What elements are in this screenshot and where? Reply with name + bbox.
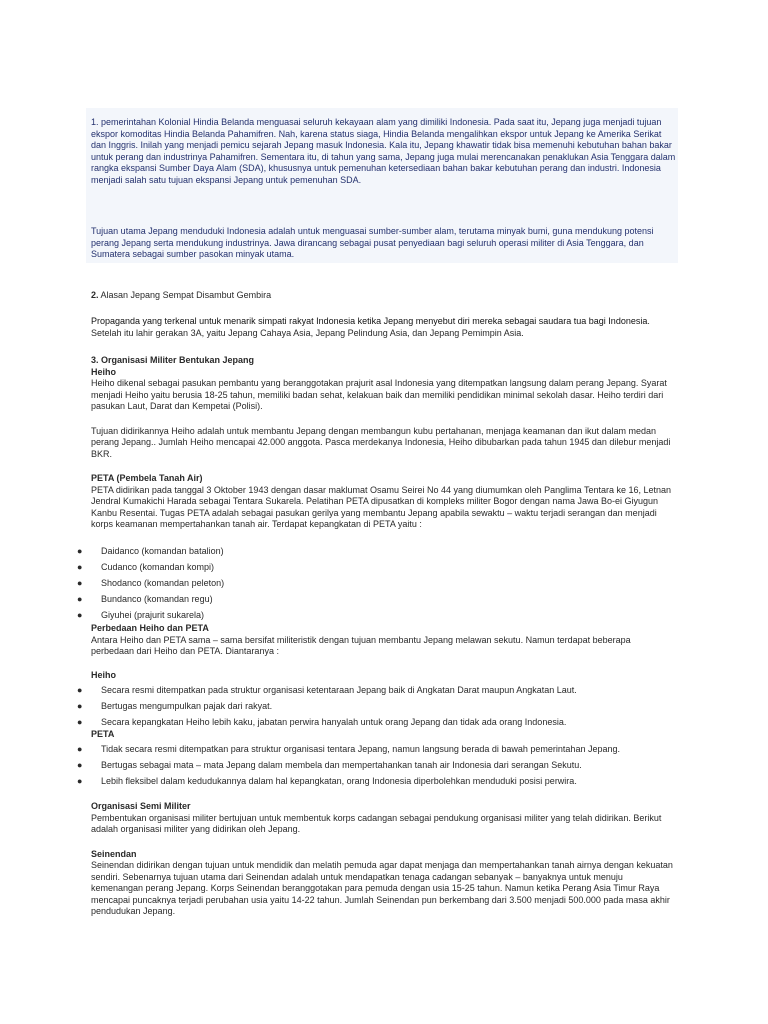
list-item (77, 546, 677, 558)
heiho-paragraph-2: Tujuan didirikannya Heiho adalah untuk membantu Jepang dengan membangun kubu pertahanan, menjaga keamanan dan ikut dalam medan perang Jepang.. Jumlah Heiho mencapai 42.000 anggota. Pasca merdekanya Indonesia, Heiho dibubarkan pada tahun 1945 dan dilebur menjadi BKR. (91, 425, 671, 459)
intro-paragraph-2: Tujuan utama Jepang menduduki Indonesia adalah untuk menguasai sumber-sumber alam, terutama minyak bumi, guna mendukung potensi perang Jepang serta mendukung industrinya. Jawa dirancang sebagai pusat penyediaan bagi seluruh operasi militer di Asia Tenggara, dan Sumatera sebagai sumber pasokan minyak utama. (91, 226, 654, 259)
heiho-heading: Heiho (91, 366, 117, 377)
point-text: Tidak secara resmi ditempatkan para struktur organisasi tentara Jepang, namun langsung berada di bawah pemerintahan Jepang. (101, 744, 620, 754)
difference-heading: Perbedaan Heiho dan PETA (91, 623, 209, 633)
list-item (77, 685, 677, 697)
peta-paragraph: PETA didirikan pada tanggal 3 Oktober 1943 dengan dasar maklumat Osamu Seirei No 44 yang diumumkan oleh Panglima Tentara ke 16, Letnan Jendral Kumakichi Harada sebagai Tentara Sukarela. Pelatihan PETA dipusatkan di kompleks militer Bogor dengan nama Jawa Bo-ei Giyugun Kanbu Resentai. Tugas PETA adalah sebagai pasukan gerilya yang membantu Jepang apabila sewaktu – waktu terjadi serangan dan menjadi korps keamanan mempertahankan tanah air. Terdapat kepangkatan di PETA yaitu : (91, 484, 672, 529)
rank-label: Shodanco (komandan peleton) (101, 578, 225, 588)
propaganda-text: Propaganda yang terkenal untuk menarik simpati rakyat Indonesia ketika Jepang menyebut diri mereka sebagai saudara tua bagi Indonesia (91, 316, 648, 326)
section-3-block (91, 355, 676, 531)
difference-block (91, 623, 676, 658)
bullet-icon: ● (77, 760, 83, 770)
list-item (77, 701, 677, 713)
section-2-number: 2. (91, 290, 99, 300)
list-item (77, 594, 677, 606)
list-item (77, 562, 677, 574)
bullet-icon: ● (77, 578, 83, 588)
peta-ranks-list (77, 546, 677, 622)
point-text: Secara resmi ditempatkan pada struktur organisasi ketentaraan Jepang baik di Angkatan Darat maupun Angkatan Laut. (101, 685, 577, 695)
heiho-paragraph-1: Heiho dikenal sebagai pasukan pembantu yang beranggotakan prajurit asal Indonesia yang ditempatkan langsung dalam perang Jepang. Syarat menjadi Heiho yaitu berusia 18-25 tahun, memiliki badan sehat, kelakuan baik dan memiliki pendidikan minimal sekolah dasar. Heiho terdiri dari pasukan Laut, Darat dan Kempetai (Polisi). (91, 378, 667, 411)
list-item (77, 717, 677, 729)
semi-military-paragraph: Pembentukan organisasi militer bertujuan untuk membentuk korps cadangan sebagai pendukung organisasi militer yang telah didirikan. Berikut adalah organisasi militer yang didirikan oleh Jepang. (91, 812, 662, 834)
rank-label: Cudanco (komandan kompi) (101, 562, 215, 572)
rank-label: Bundanco (komandan regu) (101, 594, 213, 604)
list-item (77, 760, 701, 772)
rank-label: Daidanco (komandan batalion) (101, 546, 224, 556)
point-text: Bertugas mengumpulkan pajak dari rakyat. (101, 701, 273, 711)
rank-label: Giyuhei (prajurit sukarela) (101, 610, 205, 620)
list-item (77, 744, 637, 756)
list-item (77, 578, 677, 590)
section-2-rest: . Setelah itu lahir gerakan 3A, yaitu Jepang Cahaya Asia, Jepang Pelindung Asia, dan Jepang Pemimpin Asia. (91, 316, 650, 338)
intro-paragraph-1: 1. pemerintahan Kolonial Hindia Belanda menguasai seluruh kekayaan alam yang dimiliki Indonesia. Pada saat itu, Jepang juga menjadi tujuan ekspor komoditas Hindia Belanda Pahamifren. Nah, karena status siaga, Hindia Belanda mengalihkan ekspor untuk Jepang ke Amerika Serikat dan Inggris. Inilah yang menjadi pemicu sejarah Jepang masuk Indonesia. Kala itu, Jepang khawatir tidak bisa memenuhi kebutuhan bahan bakar untuk perang dan industrinya Pahamifren. Sementara itu, di tahun yang sama, Jepang juga mulai merencanakan penaklukan Asia Tenggara dalam rangka ekspansi Sumber Daya Alam (SDA), khususnya untuk pemenuhan ketersediaan bahan bakar kebutuhan perang dan industri. Indonesia menjadi salah satu tujuan ekspansi Jepang untuk pemenuhan SDA. (91, 117, 676, 185)
peta-heading: PETA (Pembela Tanah Air) (91, 473, 203, 483)
list-item (77, 610, 677, 622)
bullet-icon: ● (77, 776, 83, 786)
point-text: Lebih fleksibel dalam kedudukannya dalam hal kepangkatan, orang Indonesia diperbolehkan menduduki posisi perwira. (101, 776, 577, 786)
point-text: Bertugas sebagai mata – mata Jepang dalam membela dan mempertahankan tanah air Indonesia dari serangan Sekutu. (101, 760, 582, 770)
list-item (77, 776, 701, 788)
bullet-icon: ● (77, 744, 83, 754)
section-2-paragraph (91, 316, 676, 339)
bullet-icon: ● (77, 685, 83, 695)
seinendan-heading: Seinendan (91, 848, 137, 859)
section-2-heading (91, 290, 676, 302)
heiho-points-list (77, 685, 677, 729)
peta-points-list (77, 744, 637, 788)
bullet-icon: ● (77, 610, 83, 620)
bullet-icon: ● (77, 701, 83, 711)
point-text: Secara kepangkatan Heiho lebih kaku, jabatan perwira hanyalah untuk orang Jepang dan tidak ada orang Indonesia. (101, 717, 567, 727)
peta-compare-heading: PETA (91, 729, 115, 739)
section-2-title: Alasan Jepang Sempat Disambut Gembira (98, 290, 272, 300)
seinendan-paragraph: Seinendan didirikan dengan tujuan untuk mendidik dan melatih pemuda agar dapat menjaga dan mempertahankan tanah airnya dengan kekuatan sendiri. Sebenarnya tujuan utama dari Seinendan adalah untuk mendapatkan tenaga cadangan sebanyak – banyaknya untuk menuju kemenangan perang Jepang. Korps Seinendan beranggotakan para pemuda dengan usia 15-25 tahun. Namun ketika Perang Asia Timur Raya mencapai puncaknya terjadi perubahan usia yaitu 14-22 tahun. Jumlah Seinendan pun berkembang dari 3.500 menjadi 500.000 pada masa akhir pendudukan Jepang. (91, 860, 673, 916)
bullet-icon: ● (77, 562, 83, 572)
bullet-icon: ● (77, 717, 83, 727)
semi-military-block (91, 801, 676, 918)
semi-military-heading: Organisasi Semi Militer (91, 801, 191, 811)
heiho-compare-heading: Heiho (91, 670, 117, 680)
difference-paragraph: Antara Heiho dan PETA sama – sama bersifat militeristik dengan tujuan membantu Jepang melawan sekutu. Namun terdapat beberapa perbedaan dari Heiho dan PETA. Diantaranya : (91, 634, 631, 656)
bullet-icon: ● (77, 594, 83, 604)
bullet-icon: ● (77, 546, 83, 556)
section-3-title: 3. Organisasi Militer Bentukan Jepang (91, 355, 255, 365)
